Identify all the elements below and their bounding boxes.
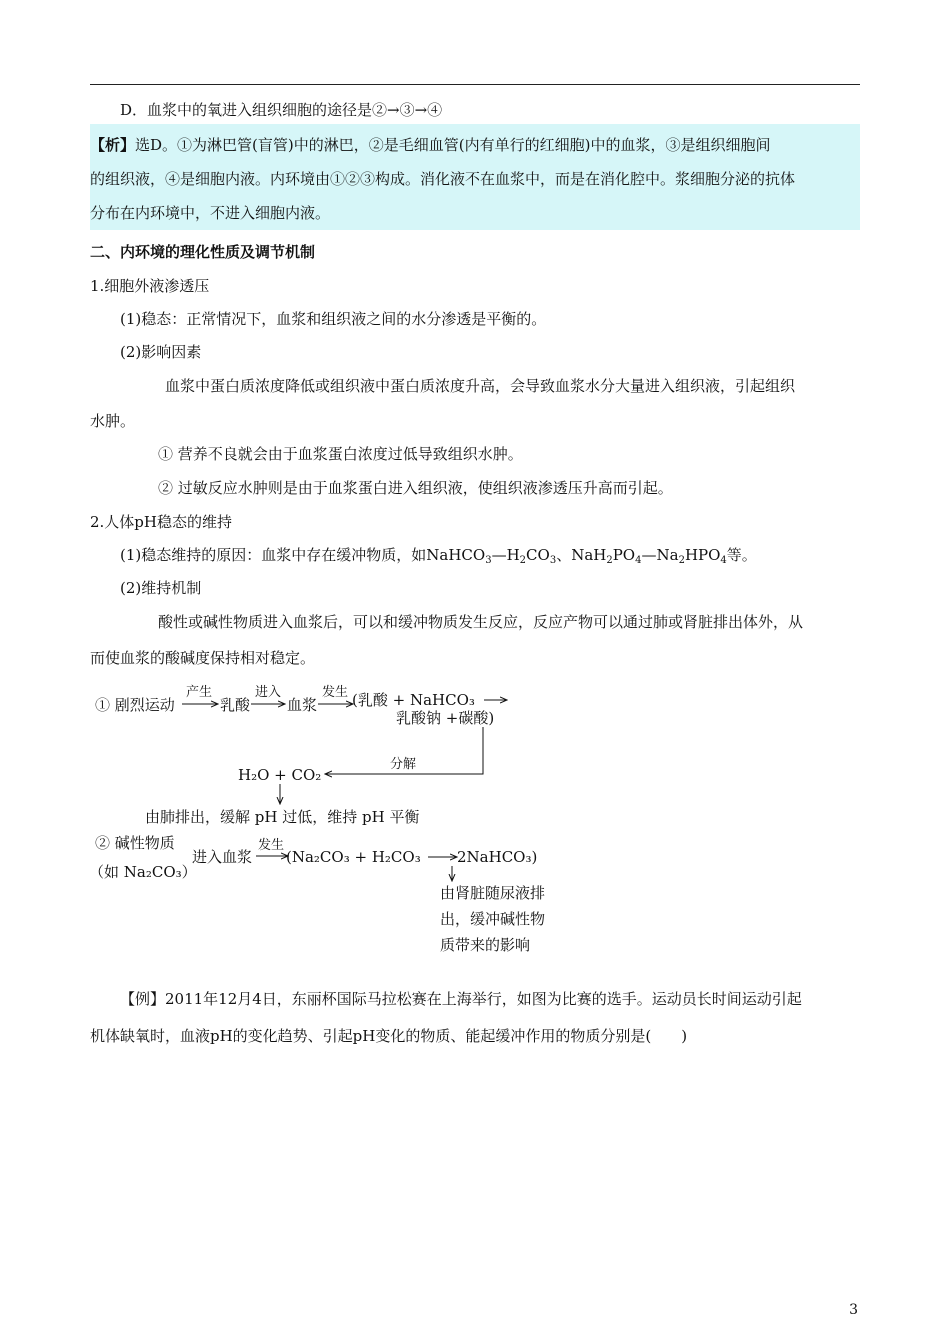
analysis-line-1: 【析】选D。①为淋巴管(盲管)中的淋巴，②是毛细血管(内有单行的红细胞)中的血浆，③是组织细胞间 (90, 136, 771, 154)
d2-start-a: ② 碱性物质 (95, 834, 175, 852)
s1-title: 1.细胞外液渗透压 (90, 277, 210, 295)
option-d: D．血浆中的氧进入组织细胞的途径是②→③→④ (120, 101, 443, 119)
d1-arrow1-label: 产生 (186, 685, 213, 700)
d1-arrow2-label: 进入 (255, 685, 282, 700)
d1-decompose-label: 分解 (390, 757, 417, 772)
s2-p2: (2)维持机制 (120, 579, 202, 597)
page-number: 3 (849, 1302, 858, 1318)
analysis-line-3: 分布在内环境中，不进入细胞内液。 (90, 204, 331, 222)
s1-p4: ① 营养不良就会由于血浆蛋白浓度过低导致组织水肿。 (158, 445, 523, 463)
s1-p3b: 水肿。 (90, 412, 136, 430)
d1-products: H₂O + CO₂ (238, 766, 322, 784)
d1-lactic: 乳酸 (220, 696, 251, 714)
d2-start-b: （如 Na₂CO₃） (89, 863, 197, 881)
d1-plasma: 血浆 (287, 696, 318, 714)
d1-reaction-b: 乳酸钠 +碳酸) (396, 709, 495, 727)
d2-result-a: 由肾脏随尿液排 (440, 884, 546, 902)
d1-reaction-a: (乳酸 + NaHCO₃ (352, 691, 475, 709)
d1-arrow3-label: 发生 (322, 685, 349, 700)
d2-result-c: 质带来的影响 (440, 936, 531, 954)
d2-reaction: (Na₂CO₃ + H₂CO₃ (286, 848, 421, 866)
s1-p5: ② 过敏反应水肿则是由于血浆蛋白进入组织液，使组织液渗透压升高而引起。 (158, 479, 673, 497)
d2-arrow-label: 发生 (258, 838, 285, 853)
s1-p1: (1)稳态：正常情况下，血浆和组织液之间的水分渗透是平衡的。 (120, 310, 547, 328)
d2-product: 2NaHCO₃) (457, 848, 538, 866)
s2-p3a: 酸性或碱性物质进入血浆后，可以和缓冲物质发生反应，反应产物可以通过肺或肾脏排出体外，从 (158, 613, 804, 631)
section-title: 二、内环境的理化性质及调节机制 (90, 243, 316, 261)
d2-enter: 进入血浆 (192, 848, 253, 866)
s1-p2: (2)影响因素 (120, 343, 202, 361)
example-line-1: 【例】2011年12月4日，东丽杯国际马拉松赛在上海举行，如图为比赛的选手。运动员长时间运动引起 (120, 990, 802, 1008)
analysis-tag: 【析】 (90, 136, 136, 154)
s2-title: 2.人体pH稳态的维持 (90, 513, 232, 531)
s1-p3a: 血浆中蛋白质浓度降低或组织液中蛋白质浓度升高，会导致血浆水分大量进入组织液，引起组织 (165, 377, 796, 395)
analysis-line-2: 的组织液，④是细胞内液。内环境由①②③构成。消化液不在血浆中，而是在消化腔中。浆细胞分泌的抗体 (90, 170, 796, 188)
d1-start: ① 剧烈运动 (95, 696, 175, 714)
s2-p3b: 而使血浆的酸碱度保持相对稳定。 (90, 649, 316, 667)
d1-result: 由肺排出，缓解 pH 过低，维持 pH 平衡 (145, 808, 420, 826)
d2-result-b: 出，缓冲碱性物 (440, 910, 546, 928)
s2-p1: (1)稳态维持的原因：血浆中存在缓冲物质，如$NaHCO_3—H_2CO_3$、$NaH_2PO_4—Na_2HPO_4$等。 (120, 546, 757, 566)
example-line-2: 机体缺氧时，血液pH的变化趋势、引起pH变化的物质、能起缓冲作用的物质分别是( ) (90, 1027, 688, 1045)
